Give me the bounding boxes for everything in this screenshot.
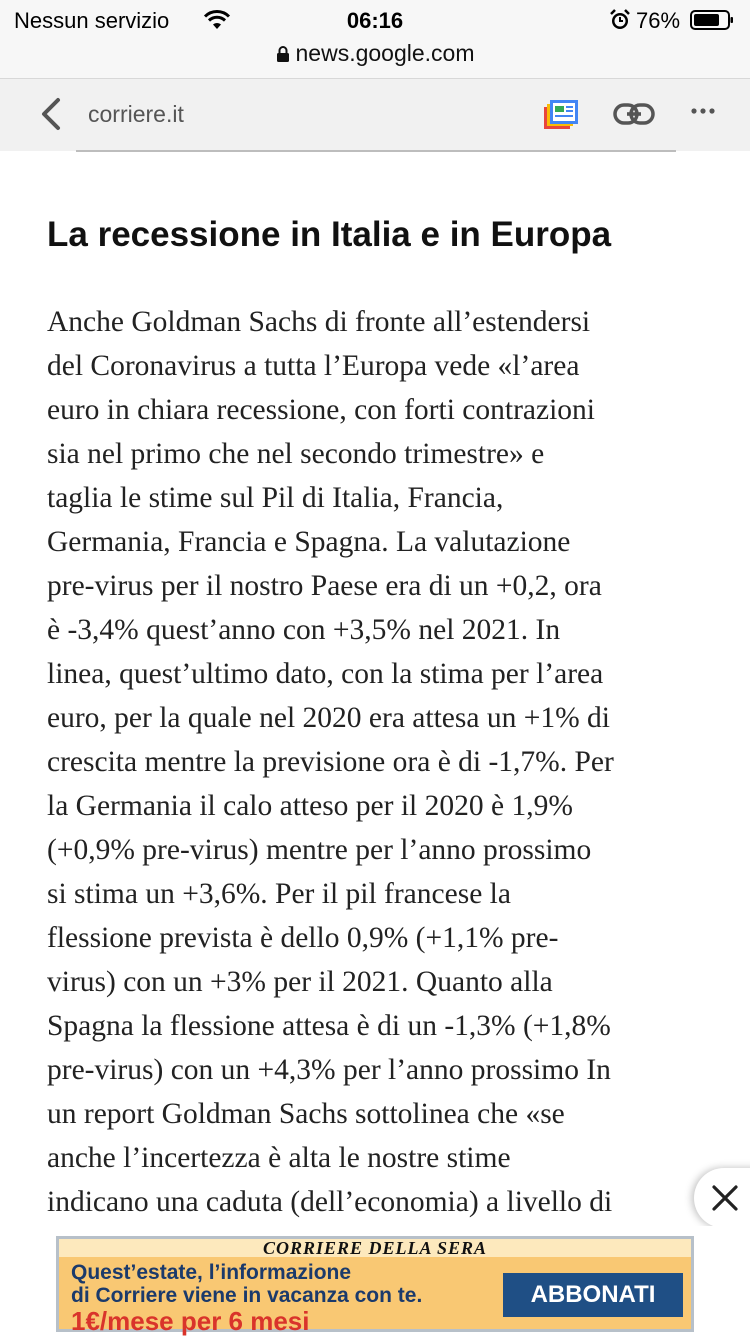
subscribe-button[interactable]: ABBONATI: [503, 1273, 683, 1317]
article-line: Anche Goldman Sachs di fronte all’estendersi: [47, 306, 591, 338]
article-line: del Coronavirus a tutta l’Europa vede «l’area: [47, 350, 580, 382]
battery-percent: 76%: [636, 8, 681, 33]
article-line: euro in chiara recessione, con forti contrazioni: [47, 394, 595, 426]
ad-brand-logo: CORRIERE DELLA SERA: [59, 1239, 691, 1257]
battery-icon: [690, 10, 734, 30]
header-divider: [76, 150, 676, 152]
article-line: (+0,9% pre-virus) mentre per l’anno prossimo: [47, 834, 592, 866]
article-line: sia nel primo che nel secondo trimestre» e: [47, 438, 545, 470]
more-icon[interactable]: [690, 107, 716, 115]
clock: 06:16: [346, 8, 404, 33]
source-site-label: corriere.it: [88, 101, 184, 127]
status-bar: [0, 0, 750, 79]
article-line: si stima un +3,6%. Per il pil francese la: [47, 878, 511, 910]
close-icon: [712, 1185, 738, 1211]
link-icon[interactable]: [613, 101, 655, 127]
article-headline: La recessione in Italia e in Europa: [47, 215, 612, 254]
article-line: un report Goldman Sachs sottolinea che «se: [47, 1098, 565, 1130]
article-line: anche l’incertezza è alta le nostre stime: [47, 1142, 511, 1174]
article-line: Spagna la flessione attesa è di un -1,3% (+1,8%: [47, 1010, 611, 1042]
url-text: news.google.com: [295, 40, 475, 66]
ad-price: 1€/mese per 6 mesi: [71, 1306, 310, 1336]
article-line: indicano una caduta (dell’economia) a livello di: [47, 1186, 613, 1218]
carrier-label: Nessun servizio: [14, 8, 170, 33]
article-line: pre-virus) con un +4,3% per l’anno prossimo In: [47, 1054, 611, 1086]
article-line: euro, per la quale nel 2020 era attesa un +1% di: [47, 702, 610, 734]
subscription-ad[interactable]: [56, 1236, 694, 1336]
back-chevron-icon[interactable]: [38, 97, 64, 131]
article-line: virus) con un +3% per il 2021. Quanto alla: [47, 966, 553, 998]
ad-container: [0, 1226, 750, 1334]
article-line: crescita mentre la previsione ora è di -1,7%. Per: [47, 746, 614, 778]
article-toolbar: [0, 79, 750, 151]
ad-text-line: di Corriere viene in vacanza con te.: [71, 1284, 423, 1307]
article-line: Germania, Francia e Spagna. La valutazione: [47, 526, 571, 558]
article-line: è -3,4% quest’anno con +3,5% nel 2021. In: [47, 614, 561, 646]
close-ad-button[interactable]: [694, 1168, 750, 1228]
article-body: [47, 300, 727, 1225]
article-line: linea, quest’ultimo dato, con la stima per l’area: [47, 658, 604, 690]
article-line: taglia le stime sul Pil di Italia, Francia,: [47, 482, 504, 514]
google-news-icon[interactable]: [543, 98, 579, 130]
address-bar[interactable]: [0, 40, 750, 67]
article-line: la Germania il calo atteso per il 2020 è 1,9%: [47, 790, 573, 822]
alarm-icon: [609, 9, 631, 31]
article-line: pre-virus per il nostro Paese era di un +0,2, ora: [47, 570, 602, 602]
article-line: flessione prevista è dello 0,9% (+1,1% pre-: [47, 922, 559, 954]
ad-text-line: Quest’estate, l’informazione: [71, 1261, 352, 1284]
lock-icon: [276, 45, 290, 63]
